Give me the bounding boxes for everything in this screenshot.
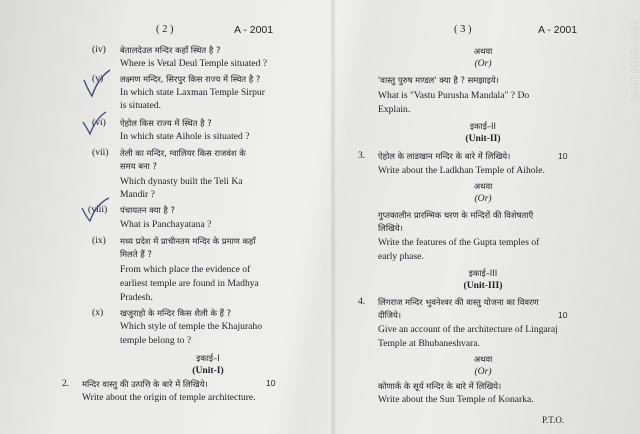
question-english: Mandir ? xyxy=(120,189,155,200)
question-number: (iv) xyxy=(92,44,106,55)
question-english: Write the features of the Gupta temples of xyxy=(378,237,540,248)
question-english: Which dynasty built the Teli Ka xyxy=(120,176,243,187)
paper-code: A - 2001 xyxy=(538,24,578,36)
question-number: (vi) xyxy=(92,117,106,128)
question-hindi: गुप्तकालीन प्रारम्भिक चरण के मन्दिरों की विशेषताएँ xyxy=(378,210,534,220)
question-english: Give an account of the architecture of Lingaraj xyxy=(378,324,558,335)
question-number: 2. xyxy=(62,378,70,389)
question-english: In which state Aihole is situated ? xyxy=(120,131,250,142)
question-english: Which style of temple the Khajuraho xyxy=(120,321,262,332)
question-hindi: ऐहोल किस राज्य में स्थित है ? xyxy=(120,118,212,128)
question-english: earliest temple are found in Madhya xyxy=(120,278,259,289)
or-hindi: अथवा xyxy=(473,181,493,191)
pen-tick-mark xyxy=(78,196,112,224)
question-number: (vii) xyxy=(92,147,109,158)
pen-tick-mark xyxy=(80,110,110,136)
question-hindi: पंचायतन क्या है ? xyxy=(120,205,175,215)
question-hindi: दीजिये। xyxy=(378,310,402,320)
question-english: In which state Laxman Temple Sirpur xyxy=(120,87,265,98)
question-english: early phase. xyxy=(378,251,424,262)
question-hindi: बेतालदेउल मन्दिर कहाँ स्थित है ? xyxy=(120,45,221,55)
pen-tick-mark xyxy=(80,68,114,100)
question-hindi: लिखिये। xyxy=(378,223,403,233)
question-english: is situated. xyxy=(120,100,162,111)
question-hindi: मिलते हैं ? xyxy=(120,249,152,259)
question-english: temple belong to ? xyxy=(120,335,192,346)
question-english: What is "Vastu Purusha Mandala" ? Do xyxy=(378,90,530,101)
question-number: 3. xyxy=(358,150,366,161)
unit-heading: (Unit-I) xyxy=(192,365,224,376)
question-english: Temple at Bhubaneshvara. xyxy=(378,338,480,349)
question-english: Where is Vetal Deul Temple situated ? xyxy=(120,58,268,69)
question-number: (viii) xyxy=(88,204,108,215)
question-number: 4. xyxy=(358,296,366,307)
question-hindi: मध्य प्रदेश में प्राचीनतम मन्दिर के प्रमाण कहाँ xyxy=(120,236,256,246)
pto-label: P.T.O. xyxy=(542,415,565,425)
question-hindi: तेली का मन्दिर, ग्वालियर किस राजवंश के xyxy=(120,148,246,158)
unit-heading: (Unit-II) xyxy=(465,133,501,144)
camera-timestamp: 09/07/2023 10:09 xyxy=(629,20,640,104)
unit-heading-hindi: इकाई–II xyxy=(470,121,496,131)
page-fold xyxy=(330,0,336,434)
marks: 10 xyxy=(558,151,568,161)
question-number: (v) xyxy=(92,73,104,84)
question-english: Explain. xyxy=(378,104,411,115)
question-hindi: खजुराहो के मन्दिर किस शैली के हैं ? xyxy=(120,308,232,318)
question-number: (x) xyxy=(92,307,104,318)
question-english: Pradesh. xyxy=(120,292,153,303)
question-hindi: लिंगराज मन्दिर भुवनेश्वर की वास्तु योजना का विवरण xyxy=(378,297,539,307)
unit-heading-hindi: इकाई–III xyxy=(468,268,498,278)
page-number: ( 2 ) xyxy=(156,24,174,35)
question-hindi: लक्ष्मण मन्दिर, सिरपुर किस राज्य में स्थित है ? xyxy=(120,74,261,84)
question-hindi: कोणार्क के सूर्य मन्दिर के बारे में लिखिये। xyxy=(378,381,502,391)
paper-code: A - 2001 xyxy=(234,24,274,36)
unit-heading-hindi: इकाई–I xyxy=(196,353,220,363)
or-hindi: अथवा xyxy=(473,46,493,56)
or-hindi: अथवा xyxy=(473,354,493,364)
question-english: Write about the Ladkhan Temple of Aihole. xyxy=(378,165,545,176)
question-number: (ix) xyxy=(92,235,106,246)
or-english: (Or) xyxy=(474,366,492,377)
marks: 10 xyxy=(558,310,568,320)
unit-heading: (Unit-III) xyxy=(463,280,503,291)
or-english: (Or) xyxy=(474,193,492,204)
page-3 xyxy=(348,0,610,434)
question-english: Write about the Sun Temple of Konarka. xyxy=(378,394,534,405)
page-number: ( 3 ) xyxy=(454,24,472,35)
or-english: (Or) xyxy=(474,58,492,69)
question-hindi: 'वास्तु पुरुष मण्डल' क्या है ? समझाइये। xyxy=(378,75,499,85)
question-english: From which place the evidence of xyxy=(120,264,251,275)
marks: 10 xyxy=(266,378,276,388)
question-english: What is Panchayatana ? xyxy=(120,219,212,230)
question-hindi: ऐहोल के लाडखान मन्दिर के बारे में लिखिये। xyxy=(378,151,511,161)
question-hindi: समय बना ? xyxy=(120,161,157,171)
question-hindi: मन्दिर वास्तु की उत्पत्ति के बारे में लिखिये। xyxy=(82,379,208,389)
question-english: Write about the origin of temple architecture. xyxy=(82,392,256,403)
